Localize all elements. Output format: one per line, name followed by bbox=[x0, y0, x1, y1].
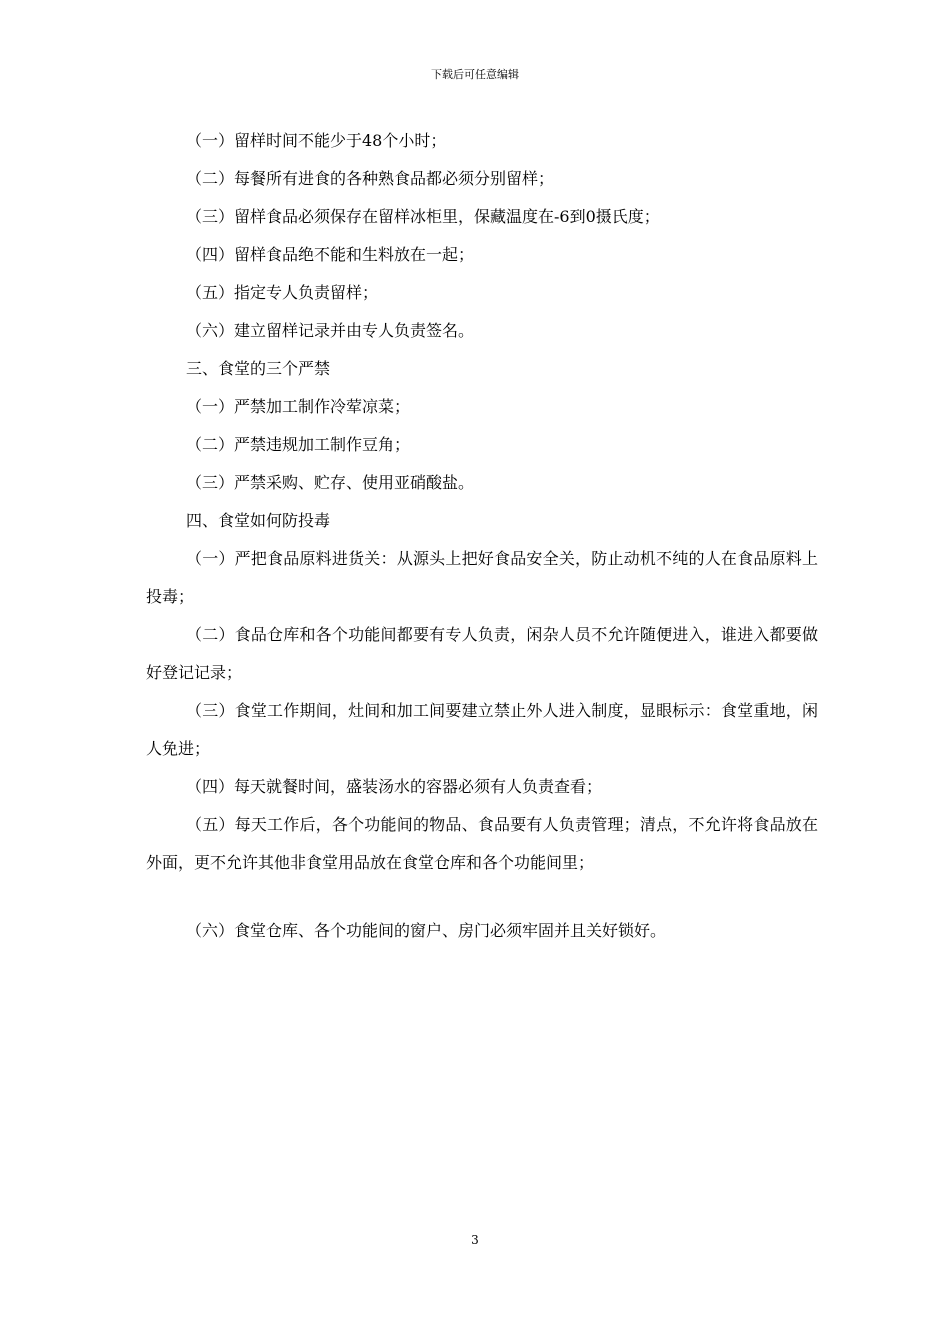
paragraph-sample-separation: （四）留样食品绝不能和生料放在一起； bbox=[186, 245, 475, 264]
paragraph-prohibit-cold-dishes: （一）严禁加工制作冷荤凉菜； bbox=[186, 397, 411, 416]
paragraph-prohibit-nitrite: （三）严禁采购、贮存、使用亚硝酸盐。 bbox=[186, 473, 475, 492]
section-heading-anti-poisoning: 四、食堂如何防投毒 bbox=[186, 511, 331, 530]
paragraph-gap bbox=[146, 882, 818, 912]
section-heading-three-prohibitions: 三、食堂的三个严禁 bbox=[186, 359, 331, 378]
paragraph-sample-record: （六）建立留样记录并由专人负责签名。 bbox=[186, 321, 475, 340]
paragraph-raw-material-check: （一）严把食品原料进货关：从源头上把好食品安全关，防止动机不纯的人在食品原料上投毒； bbox=[146, 549, 818, 606]
paragraph-sample-duration: （一）留样时间不能少于48个小时； bbox=[186, 131, 447, 150]
paragraph-sample-storage: （三）留样食品必须保存在留样冰柜里，保藏温度在-6到0摄氏度； bbox=[186, 207, 660, 226]
paragraph-sample-responsible: （五）指定专人负责留样； bbox=[186, 283, 379, 302]
paragraph-soup-container: （四）每天就餐时间，盛装汤水的容器必须有人负责查看； bbox=[186, 777, 603, 796]
page-number: 3 bbox=[471, 1233, 479, 1247]
paragraph-sample-each-meal: （二）每餐所有进食的各种熟食品都必须分别留样； bbox=[186, 169, 555, 188]
document-body bbox=[146, 122, 818, 950]
paragraph-prohibit-beans: （二）严禁违规加工制作豆角； bbox=[186, 435, 411, 454]
page-header: 下载后可任意编辑 bbox=[431, 68, 519, 81]
paragraph-warehouse-responsibility: （二）食品仓库和各个功能间都要有专人负责，闲杂人员不允许随便进入，谁进入都要做好登记记录； bbox=[146, 625, 818, 682]
paragraph-after-work-management: （五）每天工作后，各个功能间的物品、食品要有人负责管理；清点，不允许将食品放在外面，更不允许其他非食堂用品放在食堂仓库和各个功能间里； bbox=[146, 815, 818, 872]
paragraph-doors-windows: （六）食堂仓库、各个功能间的窗户、房门必须牢固并且关好锁好。 bbox=[186, 921, 667, 940]
paragraph-kitchen-access: （三）食堂工作期间，灶间和加工间要建立禁止外人进入制度，显眼标示：食堂重地，闲人免进； bbox=[146, 701, 818, 758]
